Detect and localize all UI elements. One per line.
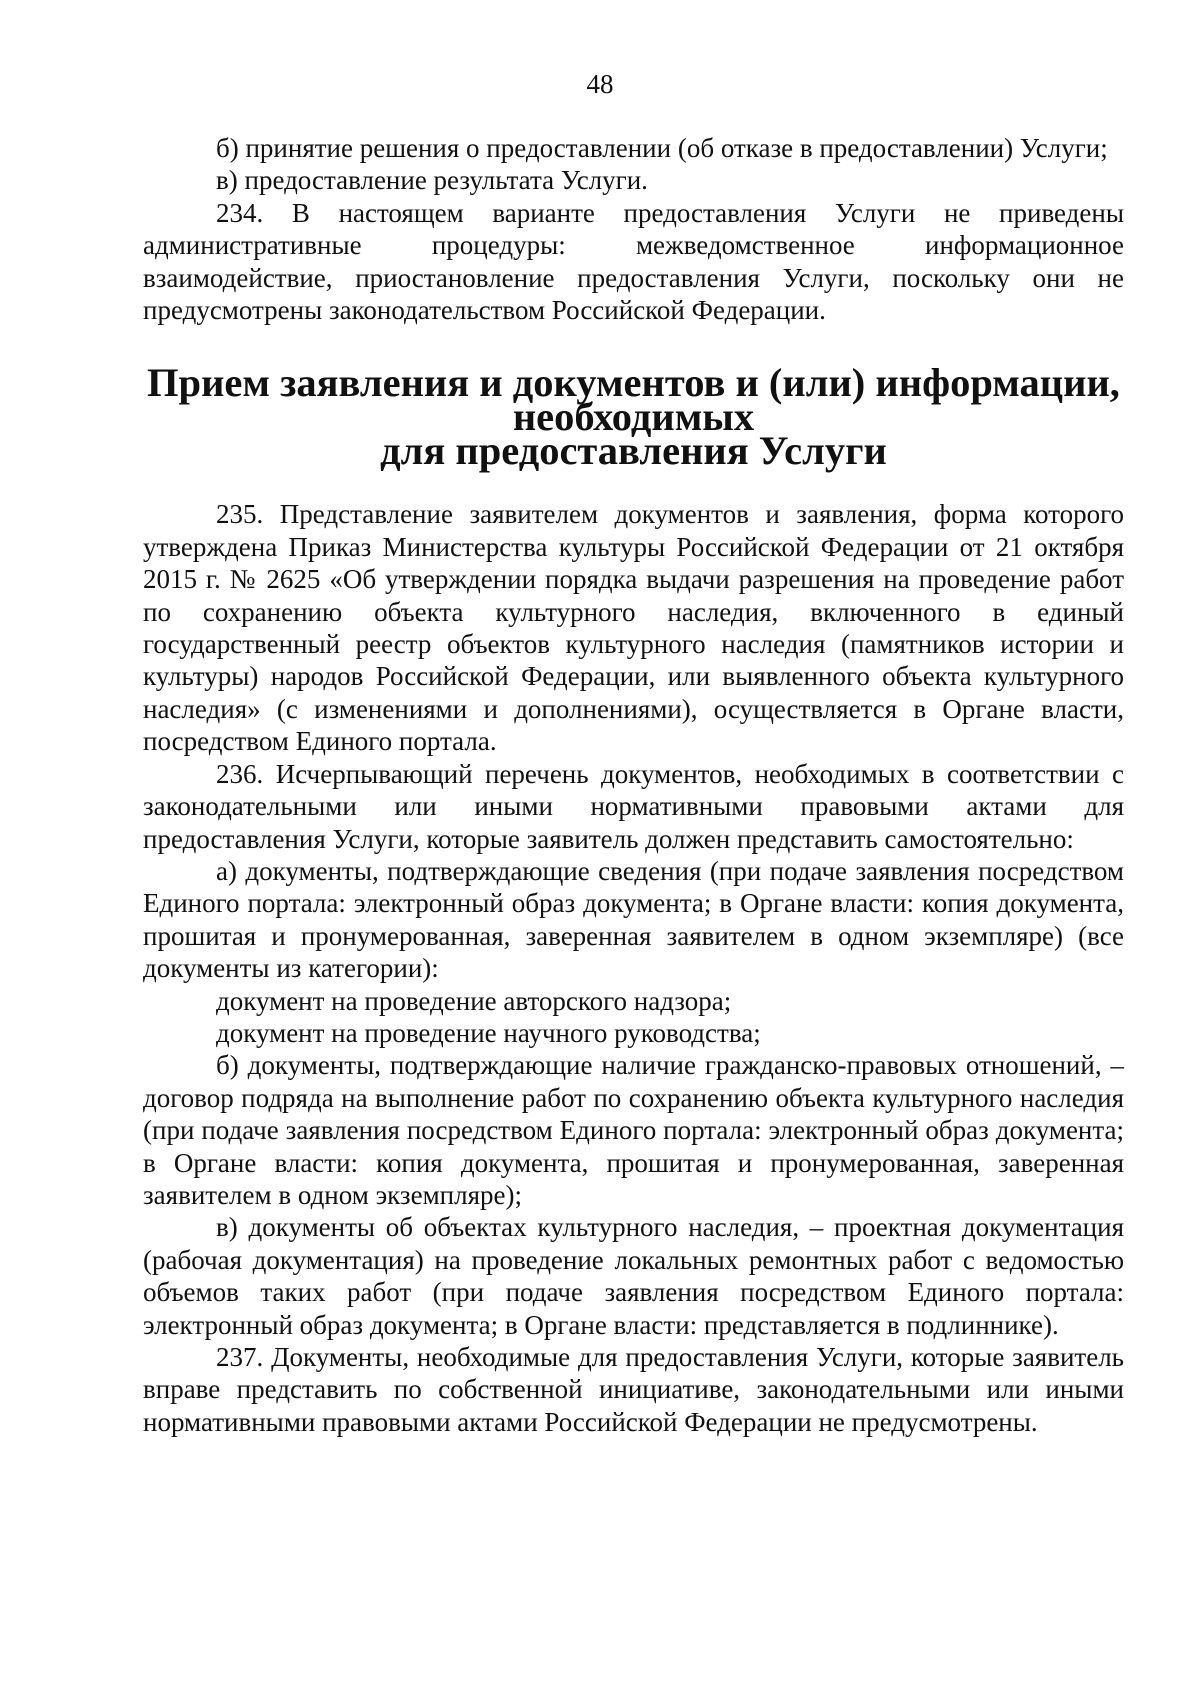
section-heading: [143, 360, 1124, 474]
document-body: [143, 132, 1124, 1438]
paragraph-236-item-a: а) документы, подтверждающие сведения (при подаче заявления посредством Единого портала: электронный образ документа; в Органе власти: копия документа, прошитая и пронумерованная, заверенная заявителем в одном экземпляре) (все документы из категории):: [143, 855, 1124, 984]
paragraph-236-item-a-doc-2: документ на проведение научного руководства;: [216, 1017, 761, 1048]
paragraph-235: 235. Представление заявителем документов и заявления, форма которого утверждена Приказ Министерства культуры Российской Федерации от 21 октября 2015 г. № 2625 «Об утверждении порядка выдачи разрешения на проведение работ по сохранению объекта культурного наследия, включенного в единый государственный реестр объектов культурного наследия (памятников истории и культуры) народов Российской Федерации, или выявленного объекта культурного наследия» (с изменениями и дополнениями), осуществляется в Органе власти, посредством Единого портала.: [143, 499, 1124, 757]
paragraph-item-b-decision: б) принятие решения о предоставлении (об отказе в предоставлении) Услуги;: [216, 133, 1108, 163]
paragraph-236: 236. Исчерпывающий перечень документов, необходимых в соответствии с законодательными или иными нормативными правовыми актами для предоставления Услуги, которые заявитель должен представить самостоятельно:: [143, 758, 1124, 854]
paragraph-236-item-a-doc-1: документ на проведение авторского надзора;: [216, 985, 732, 1016]
paragraph-234: 234. В настоящем варианте предоставления Услуги не приведены административные процедуры: межведомственное информационное взаимодействие, приостановление предоставления Услуги, поскольку они не предусмотрены законодательством Российской Федерации.: [143, 197, 1124, 326]
page-number: 48: [586, 69, 614, 99]
paragraph-237: 237. Документы, необходимые для предоставления Услуги, которые заявитель вправе представить по собственной инициативе, законодательными или иными нормативными правовыми актами Российской Федерации не предусмотрены.: [143, 1342, 1124, 1437]
section-heading-line-1: Прием заявления и документов и (или) информации, необходимых: [147, 360, 1120, 440]
paragraph-item-v-result: в) предоставление результата Услуги.: [216, 165, 648, 196]
paragraph-236-item-v: в) документы об объектах культурного наследия, – проектная документация (рабочая документация) на проведение локальных ремонтных работ с ведомостью объемов таких работ (при подаче заявления посредством Единого портала: электронный образ документа; в Органе власти: представляется в подлиннике).: [143, 1212, 1124, 1340]
paragraph-236-item-b: б) документы, подтверждающие наличие гражданско-правовых отношений, – договор подряда на выполнение работ по сохранению объекта культурного наследия (при подаче заявления посредством Единого портала: электронный образ документа; в Органе власти: копия документа, прошитая и пронумерованная, заверенная заявителем в одном экземпляре);: [143, 1050, 1124, 1210]
section-heading-line-2: для предоставления Услуги: [380, 428, 887, 474]
